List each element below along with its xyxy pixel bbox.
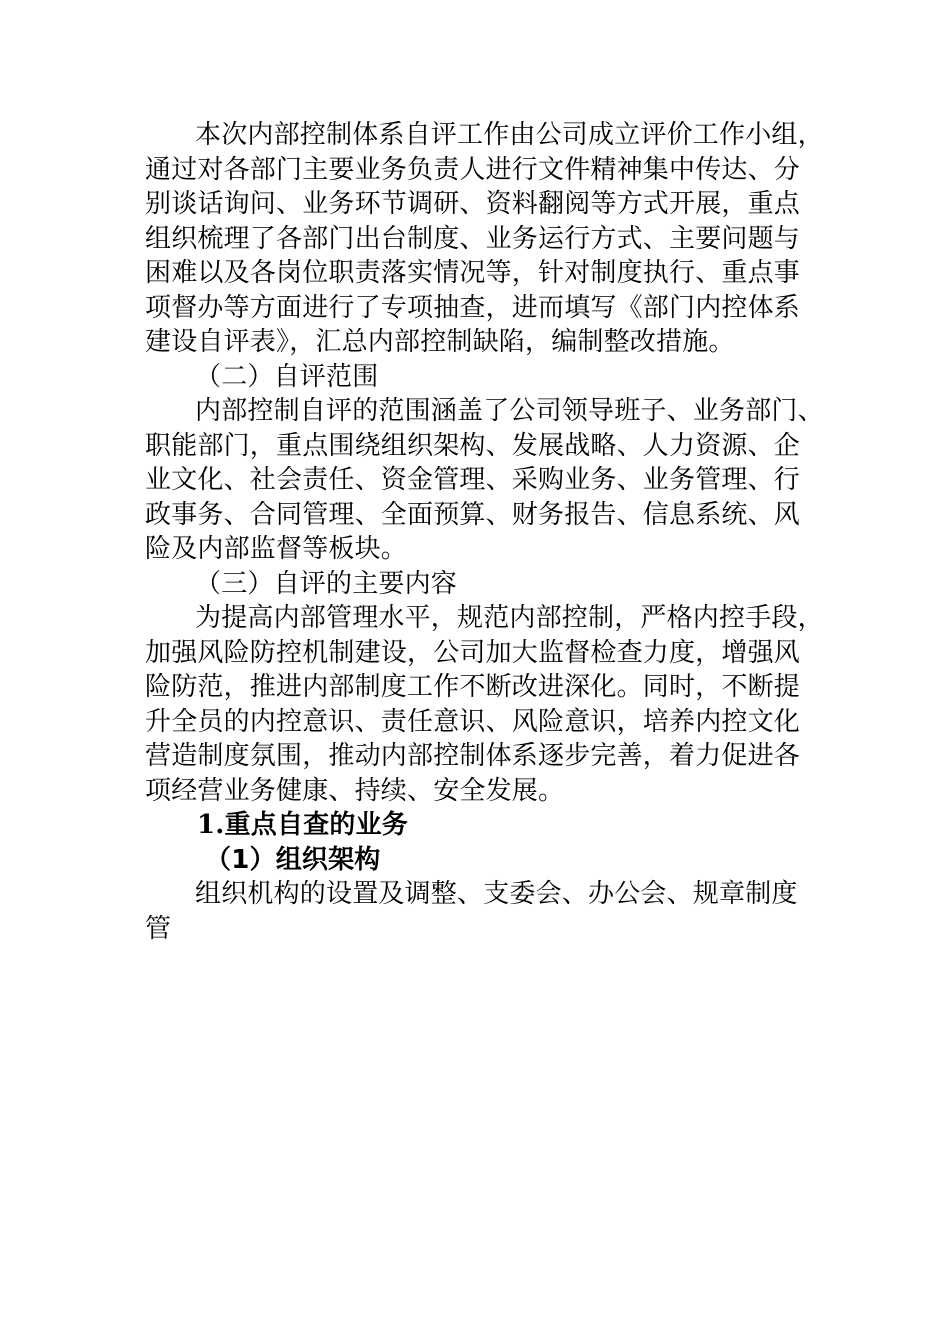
paragraph-evaluation-scope (145, 394, 835, 567)
paragraph-line: 组织梳理了各部门出台制度、业务运行方式、主要问题与 (145, 223, 801, 254)
document-body (145, 118, 835, 946)
paragraph-line: 通过对各部门主要业务负责人进行文件精神集中传达、分 (145, 154, 801, 185)
paragraph-line: 困难以及各岗位职责落实情况等，针对制度执行、重点事 (145, 258, 801, 288)
paragraph-line: 职能部门，重点围绕组织架构、发展战略、人力资源、企 (145, 430, 801, 461)
paragraph-organization (145, 877, 835, 946)
paragraph-line: 营造制度氛围，推动内部控制体系逐步完善，着力促进各 (145, 741, 801, 771)
paragraph-line: 升全员的内控意识、责任意识、风险意识，培养内控文化 (145, 706, 801, 737)
paragraph-line: 业文化、社会责任、资金管理、采购业务、业务管理、行 (145, 465, 801, 495)
heading-key-business: 1.重点自查的业务 (197, 810, 408, 840)
paragraph-evaluation-method (145, 118, 835, 360)
paragraph-line: 别谈话询问、业务环节调研、资料翻阅等方式开展，重点 (145, 189, 801, 219)
paragraph-line: 项经营业务健康、持续、安全发展。 (145, 775, 565, 806)
paragraph-line: 本次内部控制体系自评工作由公司成立评价工作小组， (195, 120, 824, 150)
section-title-main-content: （三）自评的主要内容 (195, 568, 458, 599)
paragraph-main-content (145, 601, 835, 808)
section-title-scope: （二）自评范围 (195, 361, 379, 392)
paragraph-line: 组织机构的设置及调整、支委会、办公会、规章制度 (195, 879, 798, 909)
paragraph-line: 内部控制自评的范围涵盖了公司领导班子、业务部门、 (195, 396, 824, 426)
paragraph-line: 建设自评表》，汇总内部控制缺陷，编制整改措施。 (145, 327, 735, 357)
paragraph-line: 加强风险防控机制建设，公司加大监督检查力度，增强风 (145, 637, 801, 668)
paragraph-line: 险及内部监督等板块。 (145, 534, 408, 564)
paragraph-line: 为提高内部管理水平，规范内部控制，严格内控手段， (195, 603, 824, 633)
heading-organization-structure: （1）组织架构 (205, 844, 381, 875)
paragraph-line: 险防范，推进内部制度工作不断改进深化。同时，不断提 (145, 672, 801, 702)
paragraph-line: 管 (145, 913, 172, 944)
paragraph-line: 项督办等方面进行了专项抽查，进而填写《部门内控体系 (145, 292, 801, 323)
paragraph-line: 政事务、合同管理、全面预算、财务报告、信息系统、风 (145, 499, 801, 530)
